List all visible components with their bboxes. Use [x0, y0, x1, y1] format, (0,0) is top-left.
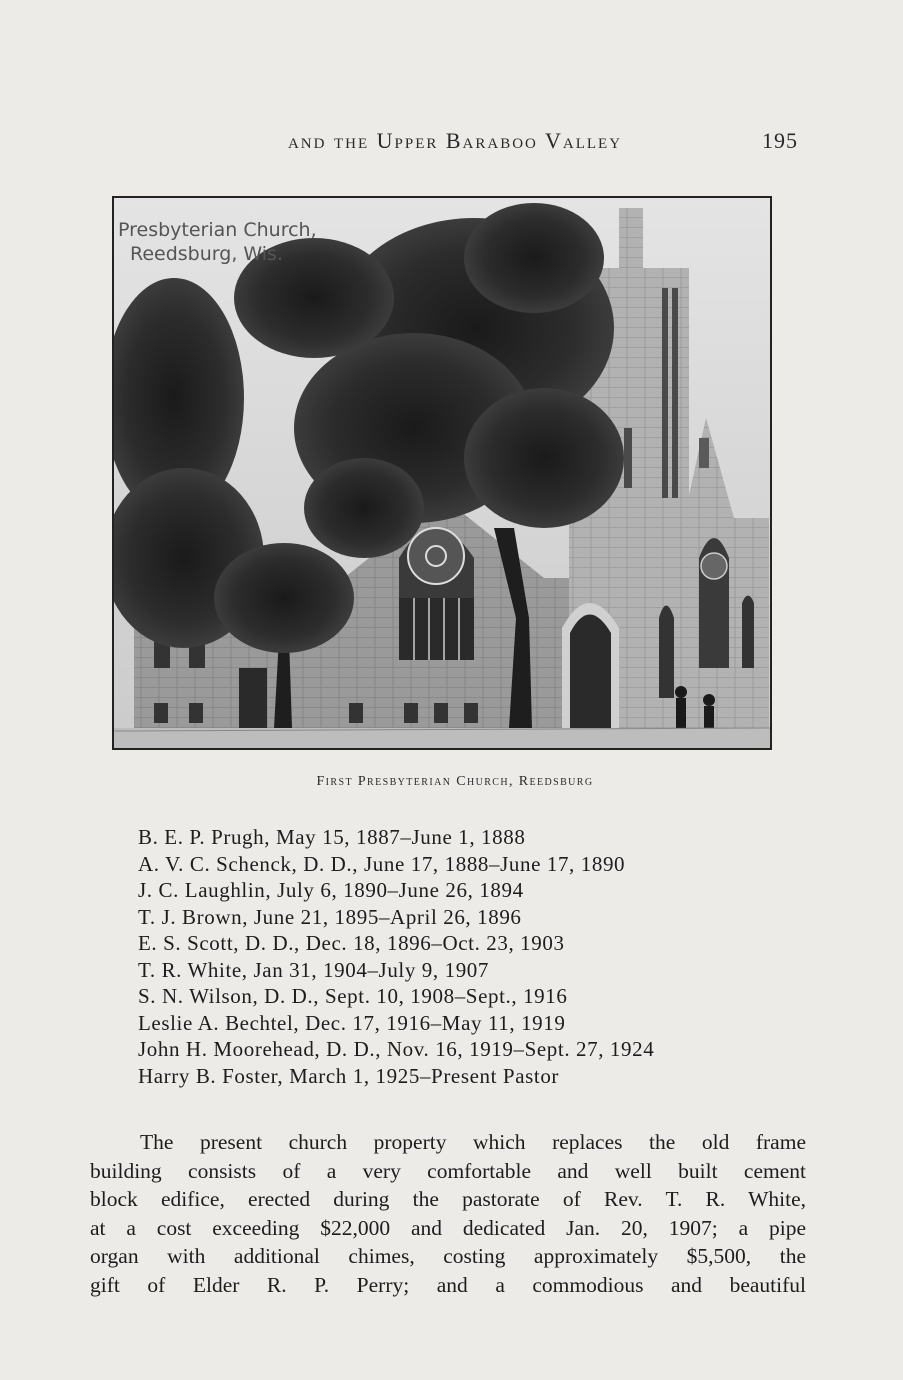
paragraph-line: gift of Elder R. P. Perry; and a commodious and beautiful: [90, 1272, 806, 1297]
running-head: [110, 128, 800, 160]
list-item: T. J. Brown, June 21, 1895–April 26, 1896: [138, 904, 522, 929]
paragraph-line: The present church property which replaces the old frame: [140, 1130, 806, 1154]
list-item: B. E. P. Prugh, May 15, 1887–June 1, 1888: [138, 825, 526, 849]
page-number: 195: [762, 128, 798, 153]
list-item: S. N. Wilson, D. D., Sept. 10, 1908–Sept., 1916: [138, 984, 568, 1008]
list-item: J. C. Laughlin, July 6, 1890–June 26, 1894: [138, 878, 524, 902]
list-item: Leslie A. Bechtel, Dec. 17, 1916–May 11, 1919: [138, 1010, 566, 1035]
list-item: E. S. Scott, D. D., Dec. 18, 1896–Oct. 23, 1903: [138, 931, 565, 955]
paragraph-line: at a cost exceeding $22,000 and dedicated Jan. 20, 1907; a pipe: [90, 1215, 806, 1240]
paragraph-line: building consists of a very comfortable and well built cement: [90, 1158, 806, 1183]
paragraph-line: block edifice, erected during the pastorate of Rev. T. R. White,: [90, 1187, 806, 1211]
paragraph-line: organ with additional chimes, costing approximately $5,500, the: [90, 1244, 806, 1268]
running-title: and the Upper Baraboo Valley: [287, 128, 623, 153]
list-item: Harry B. Foster, March 1, 1925–Present Pastor: [138, 1063, 560, 1088]
church-photograph: [112, 196, 772, 750]
photo-caption: First Presbyterian Church, Reedsburg: [316, 774, 594, 789]
photo-inscription-line: Reedsburg, Wis.: [130, 243, 283, 265]
church-illustration: [114, 198, 770, 748]
pastor-list: [138, 824, 818, 1089]
list-item: John H. Moorehead, D. D., Nov. 16, 1919–Sept. 27, 1924: [138, 1037, 655, 1061]
body-paragraph: [90, 1128, 806, 1299]
list-item: T. R. White, Jan 31, 1904–July 9, 1907: [138, 957, 490, 982]
photo-inscription: [118, 218, 317, 266]
list-item: A. V. C. Schenck, D. D., June 17, 1888–June 17, 1890: [138, 851, 626, 876]
photo-inscription-line: Presbyterian Church,: [118, 219, 317, 241]
